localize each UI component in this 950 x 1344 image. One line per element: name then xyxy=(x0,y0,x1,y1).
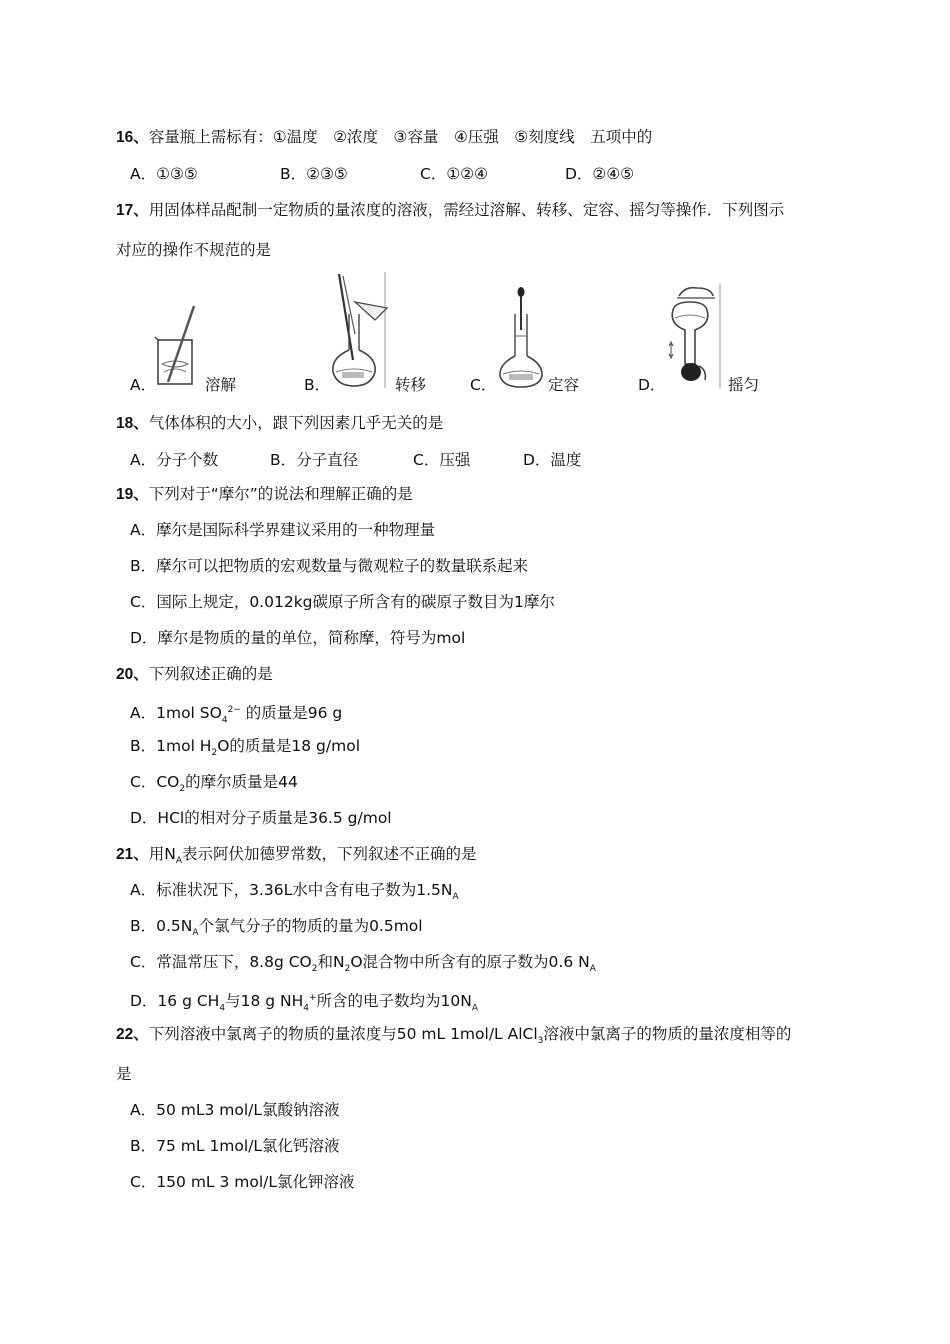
option-text: 所含的电子数均为10N xyxy=(316,992,472,1011)
question-number: 21、 xyxy=(116,846,149,863)
option-c: C．①②④ xyxy=(420,165,489,183)
subscript: A xyxy=(192,928,199,939)
option-text: 个氯气分子的物质的量为0.5mol xyxy=(198,917,423,935)
question-number: 16、 xyxy=(116,129,149,146)
question-18 xyxy=(116,413,443,434)
question-17-continued xyxy=(116,240,271,260)
option-c-letter: C． xyxy=(470,376,497,394)
option-text: 与18 g NH xyxy=(225,992,304,1011)
flask-transfer-icon xyxy=(327,272,389,390)
question-text: 用固体样品配制一定物质的量浓度的溶液，需经过溶解、转移、定容、摇匀等操作．下列图示 xyxy=(148,201,785,219)
subscript: 2 xyxy=(344,964,351,975)
flask-shaking-icon xyxy=(665,284,723,390)
question-21 xyxy=(116,844,477,871)
option-text: C．常温常压下，8.8g CO xyxy=(130,953,312,971)
option-d: D．HCl的相对分子质量是36.5 g/mol xyxy=(130,809,392,827)
option-a-caption: 溶解 xyxy=(205,376,237,394)
option-text: 的质量是96 g xyxy=(240,704,343,723)
option-b: B．摩尔可以把物质的宏观数量与微观粒子的数量联系起来 xyxy=(130,557,529,575)
question-20 xyxy=(116,664,273,685)
question-22 xyxy=(116,1024,791,1051)
option-b: B．75 mL 1mol/L氯化钙溶液 xyxy=(130,1137,340,1155)
question-text: 容量瓶上需标有：①温度 ②浓度 ③容量 ④压强 ⑤刻度线 五项中的 xyxy=(148,128,653,146)
subscript: 2 xyxy=(211,748,218,759)
option-b: B．分子直径 xyxy=(270,451,359,469)
question-19 xyxy=(116,484,413,505)
subscript: A xyxy=(175,856,183,867)
option-text: A．1mol SO xyxy=(130,704,222,723)
question-number: 17、 xyxy=(116,202,149,219)
option-b: B．②③⑤ xyxy=(280,165,348,183)
option-text: 和N xyxy=(317,953,345,971)
option-c xyxy=(130,952,596,979)
option-text: C．CO xyxy=(130,773,180,791)
subscript: 4 xyxy=(221,715,228,726)
subscript: 2 xyxy=(179,784,186,795)
question-text: 溶液中氯离子的物质的量浓度相等的 xyxy=(543,1025,792,1043)
subscript: A xyxy=(589,964,596,975)
question-text: 下列对于“摩尔”的说法和理解正确的是 xyxy=(148,485,413,503)
option-c: C．150 mL 3 mol/L氯化钾溶液 xyxy=(130,1173,355,1191)
option-text: B．1mol H xyxy=(130,737,212,755)
option-a: A．①③⑤ xyxy=(130,165,198,183)
question-16 xyxy=(116,127,652,148)
question-number: 18、 xyxy=(116,415,149,432)
question-text: 下列叙述正确的是 xyxy=(148,665,273,683)
option-a: A．分子个数 xyxy=(130,451,219,469)
option-b-caption: 转移 xyxy=(395,376,427,394)
superscript: + xyxy=(308,993,317,1003)
option-d: D．温度 xyxy=(523,451,582,469)
question-text: 表示阿伏加德罗常数，下列叙述不正确的是 xyxy=(182,845,477,863)
option-a xyxy=(130,700,342,730)
option-text: O混合物中所含有的原子数为0.6 N xyxy=(350,953,590,971)
option-d-caption: 摇匀 xyxy=(728,376,760,394)
option-b xyxy=(130,736,360,763)
option-text: A．标准状况下，3.36L水中含有电子数为1.5N xyxy=(130,881,453,899)
subscript: 2 xyxy=(311,964,318,975)
option-c: C．压强 xyxy=(413,451,471,469)
question-text: 对应的操作不规范的是 xyxy=(116,241,272,259)
superscript: 2− xyxy=(227,705,241,715)
question-17 xyxy=(116,200,784,221)
subscript: 4 xyxy=(219,1003,226,1014)
question-text: 下列溶液中氯离子的物质的量浓度与50 mL 1mol/L AlCl xyxy=(148,1025,538,1043)
option-d: D．摩尔是物质的量的单位，简称摩，符号为mol xyxy=(130,629,466,647)
option-text: O的质量是18 g/mol xyxy=(217,737,361,755)
question-number: 19、 xyxy=(116,486,149,503)
option-d: D．②④⑤ xyxy=(565,165,635,183)
option-a xyxy=(130,880,459,907)
option-text: B．0.5N xyxy=(130,917,193,935)
option-b xyxy=(130,916,423,943)
beaker-stirring-icon xyxy=(152,302,202,388)
question-22-continued: 是 xyxy=(116,1065,132,1083)
option-text: 的摩尔质量是44 xyxy=(185,773,298,791)
flask-dropper-icon xyxy=(496,286,546,390)
option-d xyxy=(130,988,478,1018)
subscript: 4 xyxy=(303,1003,309,1014)
subscript: A xyxy=(452,892,459,903)
option-d-letter: D． xyxy=(638,376,666,394)
option-text: D．16 g CH xyxy=(130,992,220,1011)
option-a: A．摩尔是国际科学界建议采用的一种物理量 xyxy=(130,521,436,539)
option-a: A．50 mL3 mol/L氯酸钠溶液 xyxy=(130,1101,340,1119)
question-text: 气体体积的大小，跟下列因素几乎无关的是 xyxy=(148,414,444,432)
subscript: 3 xyxy=(537,1036,544,1047)
option-c: C．国际上规定，0.012kg碳原子所含有的碳原子数目为1摩尔 xyxy=(130,593,555,611)
option-b-letter: B． xyxy=(304,376,331,394)
option-c xyxy=(130,772,298,799)
question-number: 22、 xyxy=(116,1026,149,1043)
option-a-letter: A． xyxy=(130,376,157,394)
question-number: 20、 xyxy=(116,666,149,683)
option-c-caption: 定容 xyxy=(548,376,580,394)
subscript: A xyxy=(471,1003,479,1014)
question-text: 用N xyxy=(148,845,176,863)
